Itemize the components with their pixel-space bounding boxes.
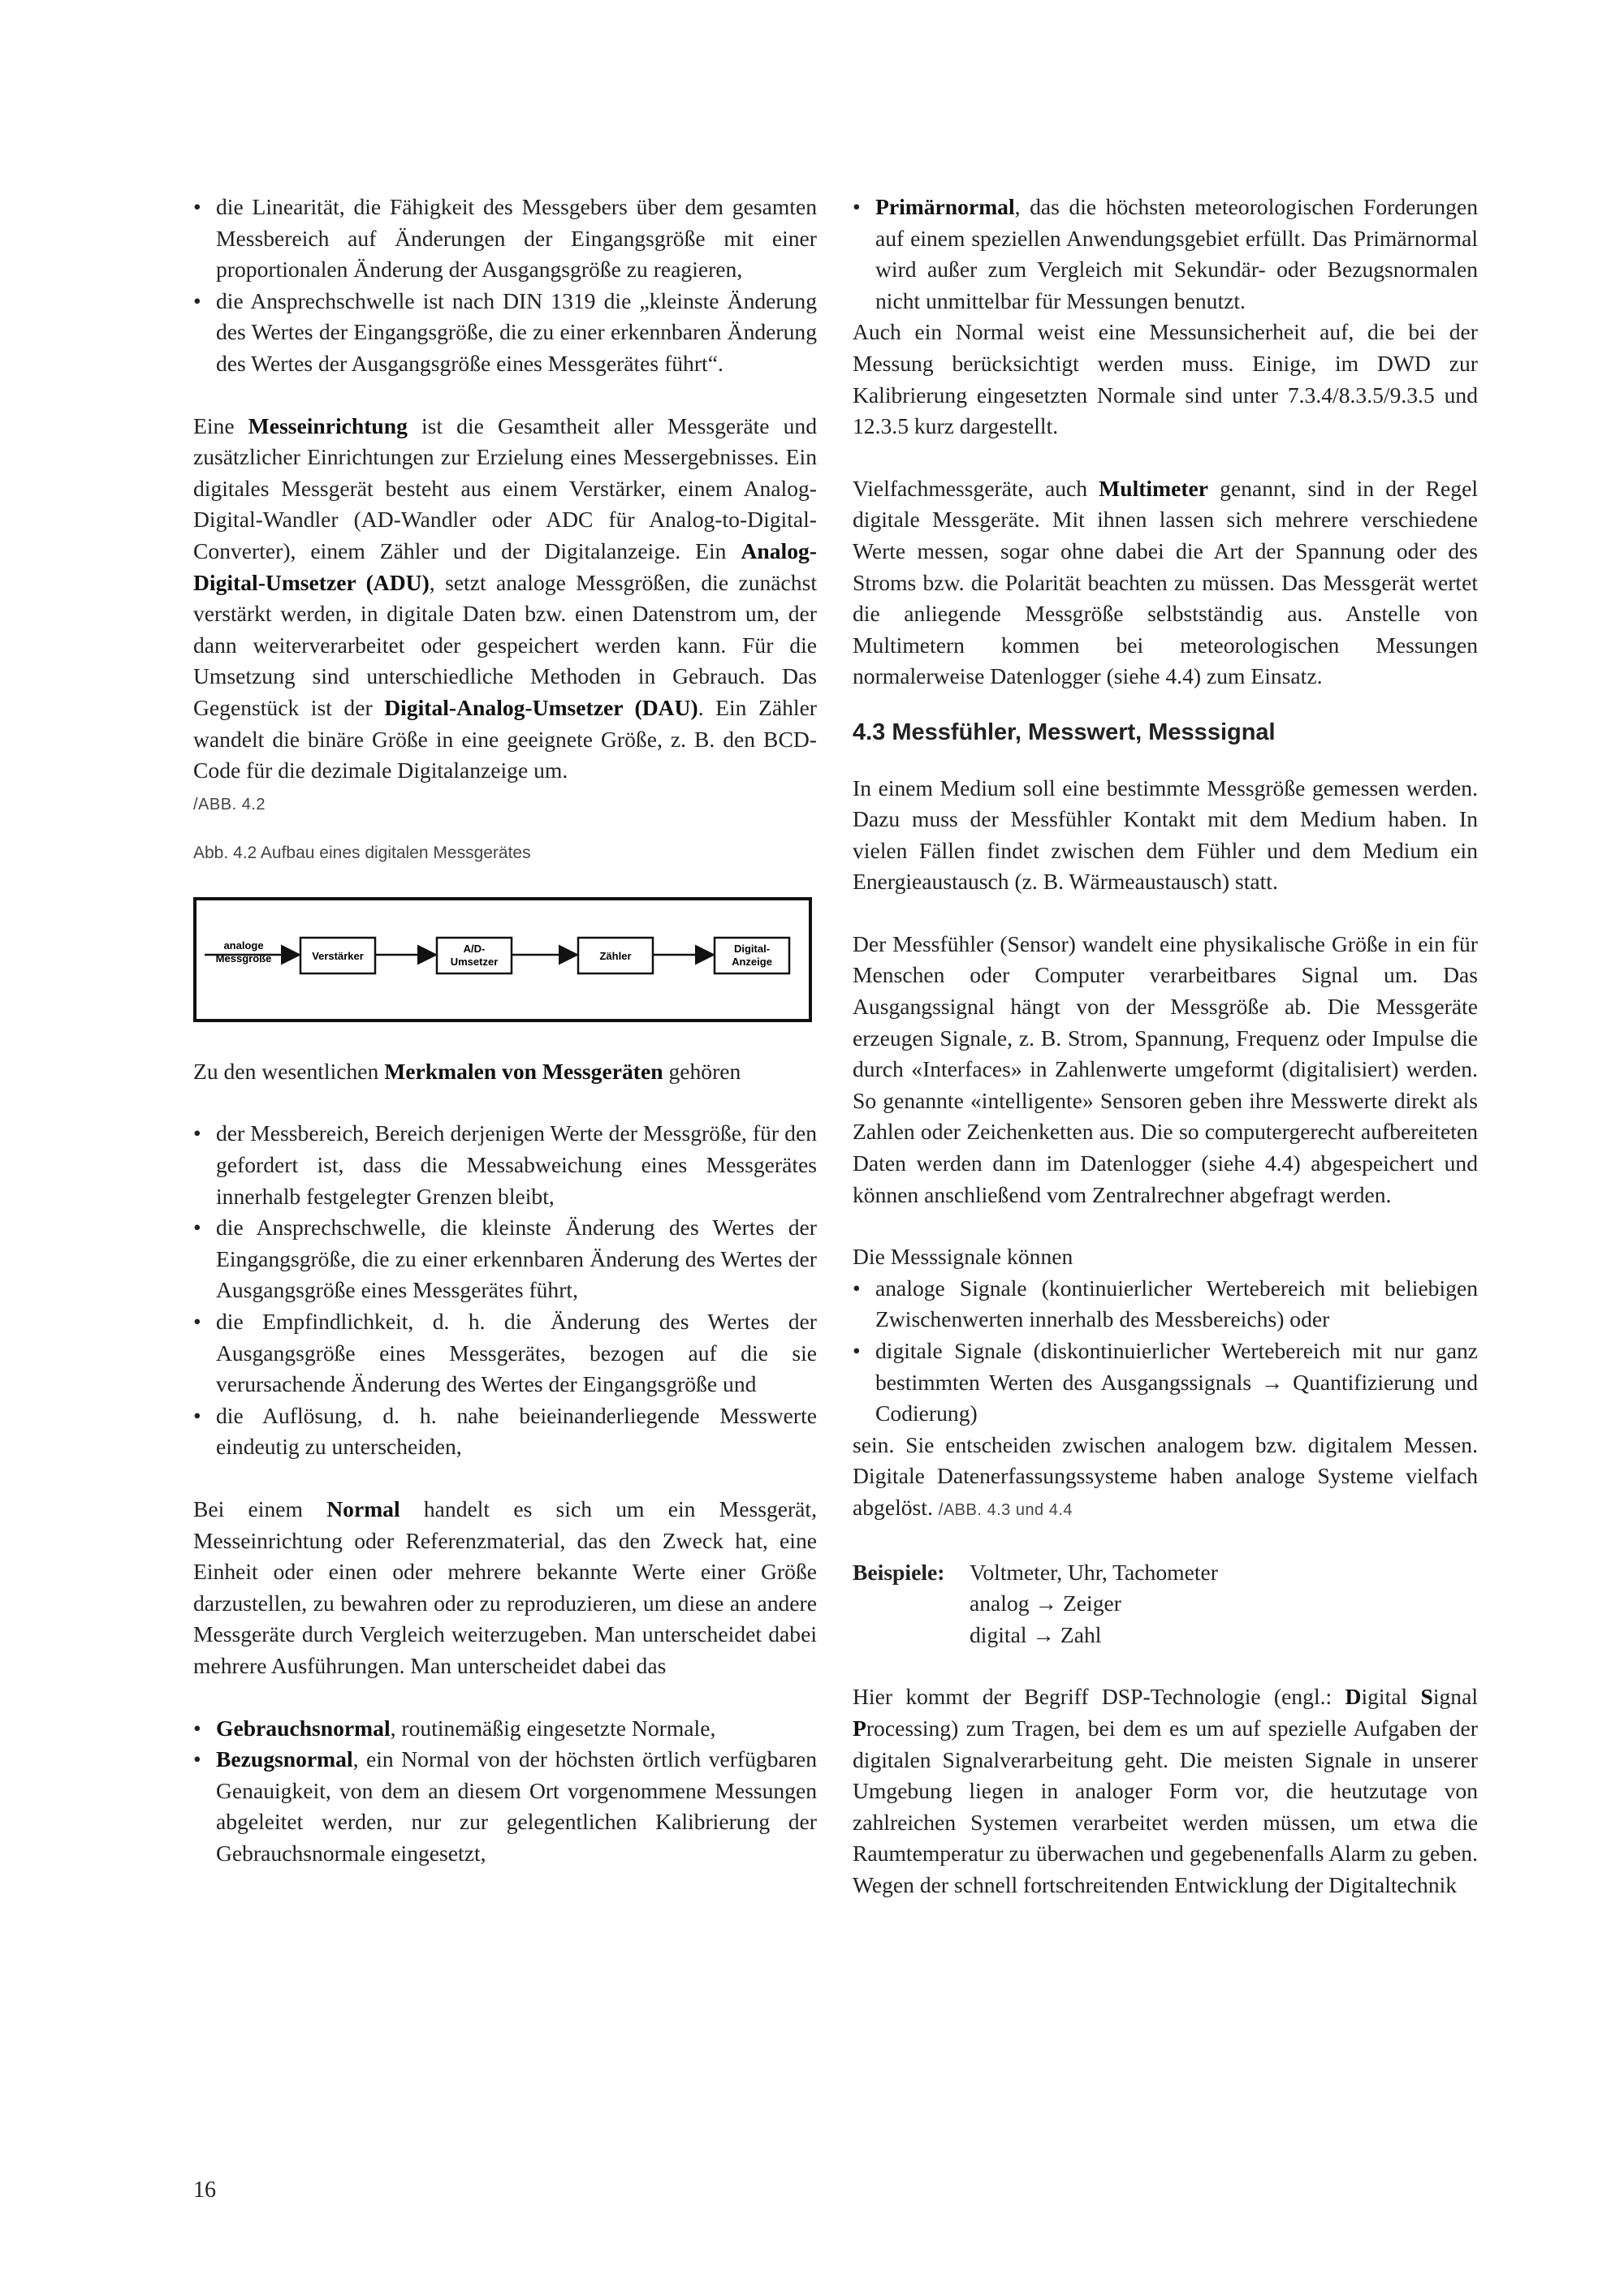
- signals-intro: Die Messsignale können: [853, 1244, 1073, 1270]
- amplifier-label: Verstärker: [312, 949, 364, 962]
- display-label: Digital-: [733, 942, 771, 955]
- measurement-uncertainty-paragraph: Auch ein Normal weist eine Messunsicherheit auf, die bei der Messung berücksichtigt werden muss. Einige, im DWD zur Kalibrierung eingesetzten Normale sind unter 7.3.4/8.3.5/9.3.5 und 12.3.5 kurz dargestellt.: [853, 319, 1478, 439]
- display-label: Anzeige: [732, 955, 772, 968]
- list-item: • die Auflösung, d. h. nahe beieinanderliegende Messwerte eindeutig zu unterscheiden,: [193, 1400, 817, 1463]
- left-column: [193, 192, 817, 1870]
- primary-normal-list: [853, 192, 1478, 317]
- page-number: 16: [193, 2177, 216, 2203]
- normal-paragraph: Bei einem Normal handelt es sich um ein Messgerät, Messeinrichtung oder Referenzmaterial, das den Zweck hat, eine Einheit oder einen oder mehrere bekannte Werte einer Größe darzustellen, zu bewahren oder zu reproduzieren, um diese an andere Messgeräte durch Vergleich weiterzugeben. Man unterscheidet dabei mehrere Ausführungen. Man unterscheidet dabei das: [193, 1496, 817, 1678]
- ad-converter-label: Umsetzer: [450, 955, 499, 968]
- examples-label: Beispiele:: [853, 1559, 945, 1585]
- list-item: • digitale Signale (diskontinuierlicher Wertebereich mit nur ganz bestimmten Werten des Ausgangssignals → Quantifizierung und Codierung): [853, 1336, 1478, 1430]
- signals-conclusion: sein. Sie entscheiden zwischen analogem bzw. digitalem Messen. Digitale Datenerfassungssysteme haben analoge Systeme vielfach abgelöst. /ABB. 4.3 und 4.4: [853, 1431, 1478, 1520]
- examples-block: [853, 1557, 1478, 1651]
- messeinrichtung-paragraph: Eine Messeinrichtung ist die Gesamtheit aller Messgeräte und zusätzlicher Einrichtungen zur Erzielung eines Messergebnisses. Ein digitales Messgerät besteht aus einem Verstärker, einem Analog-Digital-Wandler (AD-Wandler oder ADC für Analog-to-Digital-Converter), einem Zähler und der Digitalanzeige. Ein Analog-Digital-Umsetzer (ADU), setzt analoge Messgrößen, die zunächst verstärkt werden, in digitale Daten bzw. einen Datenstrom um, der dann weiterverarbeitet oder gespeichert werden kann. Für die Umsetzung sind unterschiedliche Methoden in Gebrauch. Das Gegenstück ist der Digital-Analog-Umsetzer (DAU). Ein Zähler wandelt die binäre Größe in eine geeignete Größe, z. B. den BCD-Code für die dezimale Digitalanzeige um. /ABB. 4.2: [193, 412, 818, 814]
- list-item: • Gebrauchsnormal, routinemäßig eingesetzte Normale,: [193, 1713, 817, 1745]
- list-item: • die Ansprechschwelle ist nach DIN 1319 die „kleinste Änderung des Wertes der Eingangsgröße, die zu einer erkennbaren Änderung des Wertes der Ausgangsgröße eines Messgerätes führt“.: [193, 286, 817, 380]
- dsp-paragraph: Hier kommt der Begriff DSP-Technologie (engl.: Digital Signal Processing) zum Tragen, bei dem es um auf spezielle Aufgaben der digitalen Signalverarbeitung geht. Die meisten Signale in unserer Umgebung liegen in analoger Form vor, die heutzutage von zahlreichen Systemen verarbeitet werden müssen, um etwa die Raumtemperatur zu überwachen und gegebenenfalls Alarm zu geben. Wegen der schnell fortschreitenden Entwicklung der Digitaltechnik: [853, 1684, 1478, 1897]
- sensor-paragraph: Der Messfühler (Sensor) wandelt eine physikalische Größe in ein für Menschen oder Computer verarbeitbares Signal um. Das Ausgangssignal hängt von der Messgröße ab. Die Messgeräte erzeugen Signale, z. B. Strom, Spannung, Frequenz oder Impulse die durch «Interfaces» in Zahlenwerte umgeformt (digitalisiert) werden. So genannte «intelligente» Sensoren geben ihre Messwerte direkt als Zahlen oder Zeichenketten aus. Die so computergerecht aufbereiteten Daten werden dann im Datenlogger (siehe 4.4) abgespeichert und können anschließend vom Zentralrechner abgefragt werden.: [853, 930, 1478, 1207]
- example-line: digital → Zahl: [970, 1621, 1102, 1647]
- right-column: [853, 192, 1478, 1901]
- linearity-list: [193, 192, 817, 380]
- input-label: Messgröße: [215, 952, 272, 965]
- list-item: • analoge Signale (kontinuierlicher Wertebereich mit beliebigen Zwischenwerten innerhalb des Messbereichs) oder: [853, 1273, 1478, 1336]
- list-item: • die Empfindlichkeit, d. h. die Änderung des Wertes der Ausgangsgröße eines Messgerätes, bezogen auf die sie verursachende Änderung des Wertes der Eingangsgröße und: [193, 1306, 817, 1400]
- multimeter-paragraph: Vielfachmessgeräte, auch Multimeter genannt, sind in der Regel digitale Messgeräte. Mit ihnen lassen sich mehrere verschiedene Werte messen, sogar ohne dabei die Art der Spannung oder des Stroms bzw. die Polarität beachten zu müssen. Das Messgerät wertet die anliegende Messgröße selbstständig aus. Anstelle von Multimetern kommen bei meteorologischen Messungen normalerweise Datenlogger (siehe 4.4) zum Einsatz.: [853, 475, 1478, 689]
- figure-caption: Abb. 4.2 Aufbau eines digitalen Messgerätes: [193, 844, 531, 863]
- normal-types-list: [193, 1713, 817, 1870]
- list-item: • der Messbereich, Bereich derjenigen Werte der Messgröße, für den gefordert ist, dass die Messabweichung eines Messgerätes innerhalb festgelegter Grenzen bleibt,: [193, 1118, 817, 1212]
- figure-reference: /ABB. 4.3 und 4.4: [938, 1500, 1073, 1519]
- example-line: analog → Zeiger: [970, 1590, 1121, 1616]
- input-label: analoge: [223, 939, 264, 952]
- medium-paragraph: In einem Medium soll eine bestimmte Messgröße gemessen werden. Dazu muss der Messfühler Kontakt mit dem Medium haben. In vielen Fällen findet zwischen dem Fühler und dem Medium ein Energieaustausch (z. B. Wärmeaustausch) statt.: [853, 775, 1478, 895]
- list-item: • die Linearität, die Fähigkeit des Messgebers über dem gesamten Messbereich auf Änderungen der Eingangsgröße mit einer proportionalen Änderung der Ausgangsgröße zu reagieren,: [193, 192, 817, 286]
- list-item: • Primärnormal, das die höchsten meteorologischen Forderungen auf einem speziellen Anwendungsgebiet erfüllt. Das Primärnormal wird außer zum Vergleich mit Sekundär- oder Bezugsnormalen nicht unmittelbar für Messungen benutzt.: [853, 192, 1478, 317]
- list-item: • Bezugsnormal, ein Normal von der höchsten örtlich verfügbaren Genauigkeit, von dem an diesem Ort vorgenommene Messungen abgeleitet werden, nur zur gelegentlichen Kalibrierung der Gebrauchsnormale eingesetzt,: [193, 1744, 817, 1869]
- example-line: Voltmeter, Uhr, Tachometer: [970, 1559, 1218, 1585]
- block-diagram: [193, 897, 812, 1022]
- ad-converter-label: A/D-: [463, 942, 486, 955]
- merkmale-list: [193, 1118, 817, 1463]
- figure-reference: /ABB. 4.2: [193, 795, 266, 814]
- signal-types-list: [853, 1273, 1478, 1430]
- list-item: • die Ansprechschwelle, die kleinste Änderung des Wertes der Eingangsgröße, die zu einer erkennbaren Änderung des Wertes der Ausgangsgröße eines Messgerätes führt,: [193, 1212, 817, 1306]
- counter-label: Zähler: [599, 949, 632, 962]
- section-heading: 4.3 Messfühler, Messwert, Messsignal: [853, 719, 1276, 745]
- examples-content: [970, 1557, 1218, 1651]
- merkmale-paragraph: Zu den wesentlichen Merkmalen von Messgeräten gehören: [193, 1058, 741, 1084]
